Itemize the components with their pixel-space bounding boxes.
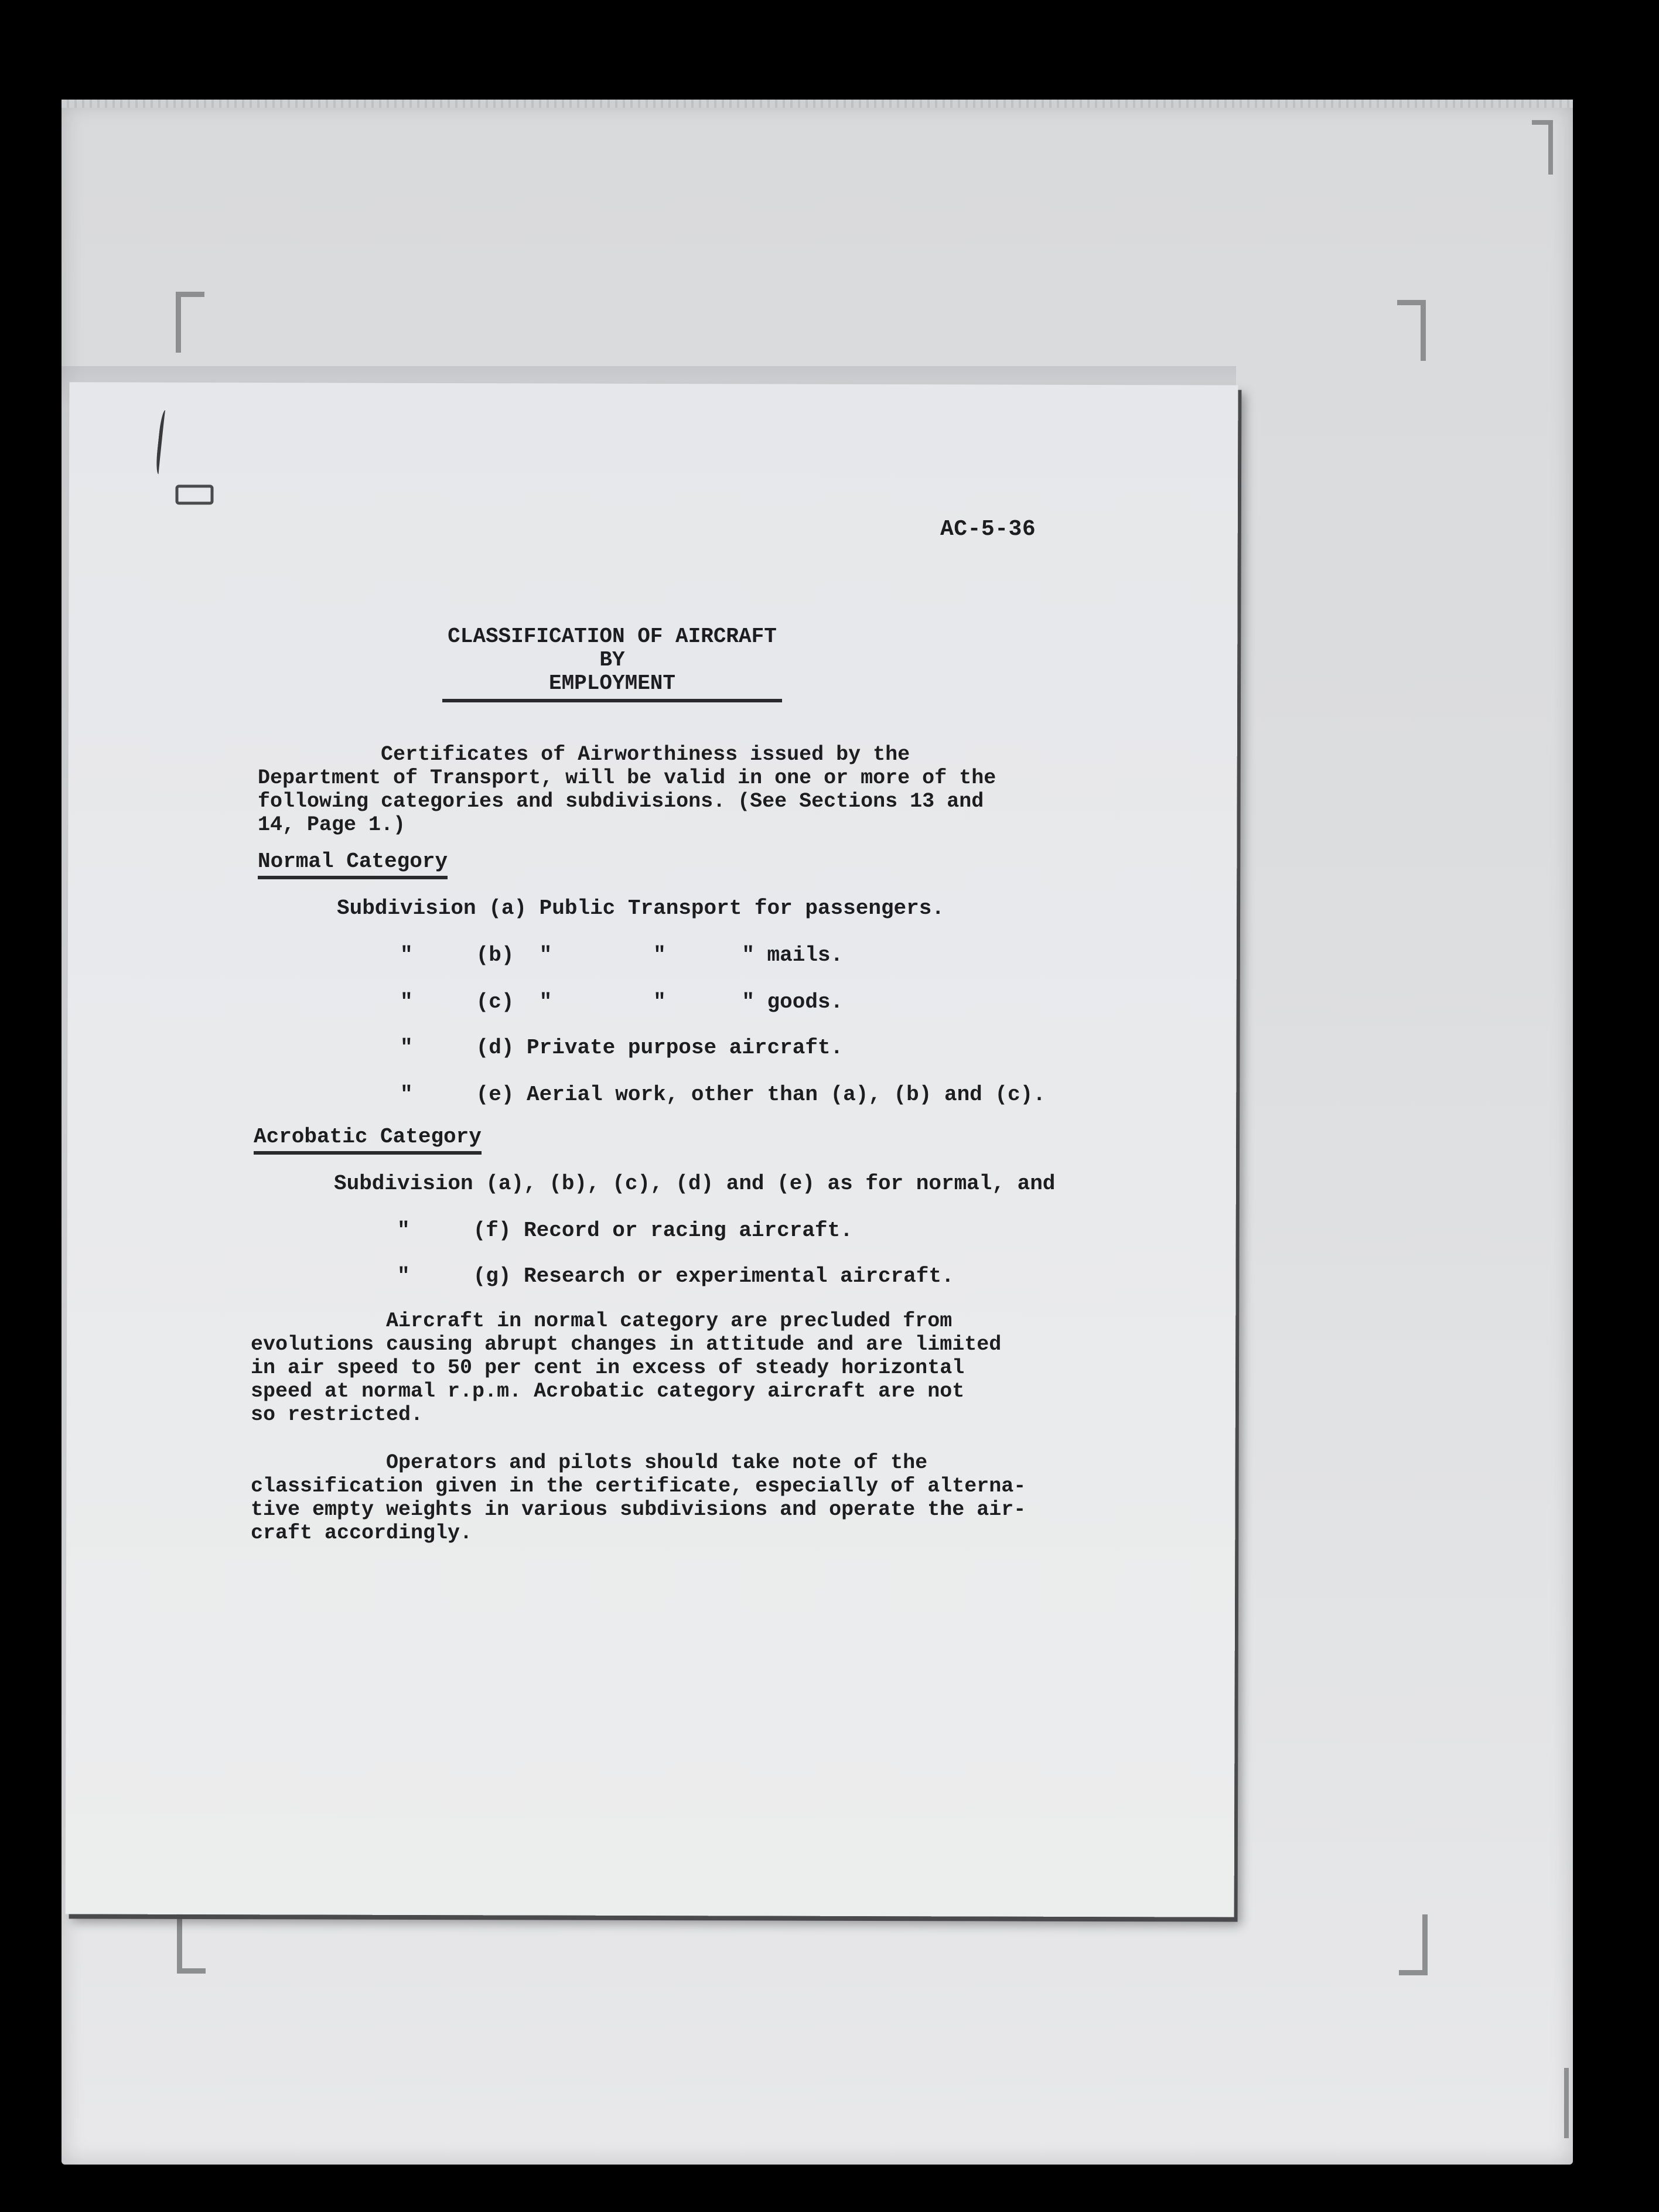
restriction-paragraph: Aircraft in normal category are precluded from evolutions causing abrupt changes in attitude and are limited in air speed to 50 per cent in excess of steady horizontal speed at normal r.p.m. Acrobatic category aircraft are not so restricted. (251, 1309, 1002, 1426)
operators-paragraph: Operators and pilots should take note of the classification given in the certificate, especially of alterna- tive empty weights in various subdivisions and operate the air- craft accordingly. (251, 1451, 1026, 1545)
normal-subdivision-e: " (e) Aerial work, other than (a), (b) and (c). (337, 1083, 1046, 1107)
margin-scribble (176, 485, 214, 505)
acrobatic-subdivision-g: " (g) Research or experimental aircraft. (334, 1264, 954, 1288)
normal-subdivision-a: Subdivision (a) Public Transport for passengers. (337, 896, 944, 920)
acrobatic-subdivision-f: " (f) Record or racing aircraft. (334, 1218, 853, 1242)
title-underline (442, 699, 782, 702)
crop-mark-outer-top-right (1532, 120, 1553, 175)
normal-subdivision-b: " (b) " " " mails. (337, 943, 844, 967)
normal-subdivision-d: " (d) Private purpose aircraft. (337, 1036, 844, 1060)
normal-category-heading: Normal Category (258, 849, 448, 879)
document-title (442, 625, 782, 702)
title-line-1: CLASSIFICATION OF AIRCRAFT BY (448, 624, 777, 672)
crop-mark-bottom-right (1399, 1914, 1428, 1975)
crop-mark-outer-bottom-right (1558, 2068, 1569, 2138)
crop-mark-top-right (1397, 300, 1426, 361)
normal-subdivision-c: " (c) " " " goods. (337, 990, 844, 1014)
title-line-2: EMPLOYMENT (548, 671, 676, 695)
document-reference: AC-5-36 (940, 517, 1036, 542)
document-page (66, 382, 1238, 1917)
crop-mark-bottom-left (177, 1913, 206, 1974)
acrobatic-subdivision-a-e: Subdivision (a), (b), (c), (d) and (e) as for normal, and (334, 1172, 1056, 1196)
crop-mark-top-left (176, 292, 204, 353)
intro-paragraph: Certificates of Airworthiness issued by the Department of Transport, will be valid in one or more of the following categories and subdivisions. (See Sections 13 and 14, Page 1.) (258, 743, 996, 837)
acrobatic-category-heading: Acrobatic Category (254, 1125, 482, 1155)
backing-edge (62, 100, 1573, 108)
